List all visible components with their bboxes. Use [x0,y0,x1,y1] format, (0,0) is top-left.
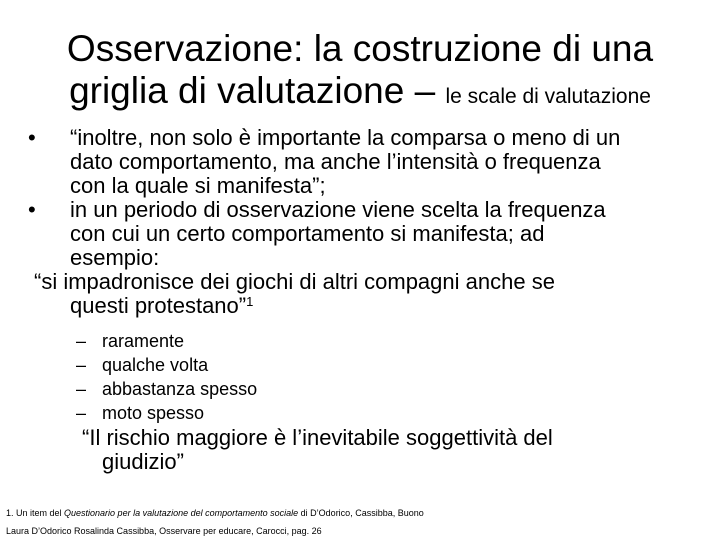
scale-item-label: moto spesso [102,403,205,423]
scale-item [76,353,257,377]
footnote-marker: 1 [246,294,254,309]
scale-item [76,377,257,401]
risk-line-2: giudizio” [102,449,184,474]
footnote [6,507,424,519]
bullet-2-line-2: con cui un certo comportamento si manifesta; ad [70,221,545,246]
dash-marker: – [76,403,87,423]
bullet-marker: • [28,125,36,150]
quote-line-2: questi protestano” [70,293,247,318]
footnote-prefix: 1. Un item del [6,508,65,518]
scale-item [76,329,257,353]
quote-line-1: “si impadronisce dei giochi di altri compagni anche se [34,269,555,294]
quote-line-2-wrap [34,294,708,318]
scale-item-label: qualche volta [102,355,209,375]
title-line-2 [20,70,700,118]
frequency-scale-list [76,329,257,425]
dash-marker: – [76,331,87,351]
bullet-item-1 [28,126,708,198]
risk-line-1: “Il rischio maggiore è l’inevitabile soggettività del [82,425,553,450]
dash-marker: – [76,355,87,375]
bullet-2-line-3: esempio: [70,245,160,270]
footnote-title: Questionario per la valutazione del comportamento sociale [64,508,299,518]
bullet-2-line-1: in un periodo di osservazione viene scelta la frequenza [70,197,606,222]
bullet-list [28,126,708,318]
bullet-marker: • [28,197,36,222]
scale-item-label: raramente [102,331,185,351]
footnote-suffix: di D’Odorico, Cassibba, Buono [298,508,424,518]
slide-title [20,28,700,118]
scale-item-label: abbastanza spesso [102,379,258,399]
scale-item [76,401,257,425]
title-subtitle: le scale di valutazione [445,85,651,108]
bibliographic-reference: Laura D’Odorico Rosalinda Cassibba, Osservare per educare, Carocci, pag. 26 [6,526,322,536]
risk-statement [82,426,682,474]
bullet-item-2 [28,198,708,270]
example-quote [34,270,708,318]
dash-marker: – [76,379,87,399]
bullet-1-line-1: “inoltre, non solo è importante la comparsa o meno di un [70,125,621,150]
title-main-text: griglia di valutazione – [69,70,446,111]
bullet-1-line-3: con la quale si manifesta”; [70,173,326,198]
title-line-1: Osservazione: la costruzione di una [66,28,654,69]
bullet-1-line-2: dato comportamento, ma anche l’intensità o frequenza [70,149,601,174]
